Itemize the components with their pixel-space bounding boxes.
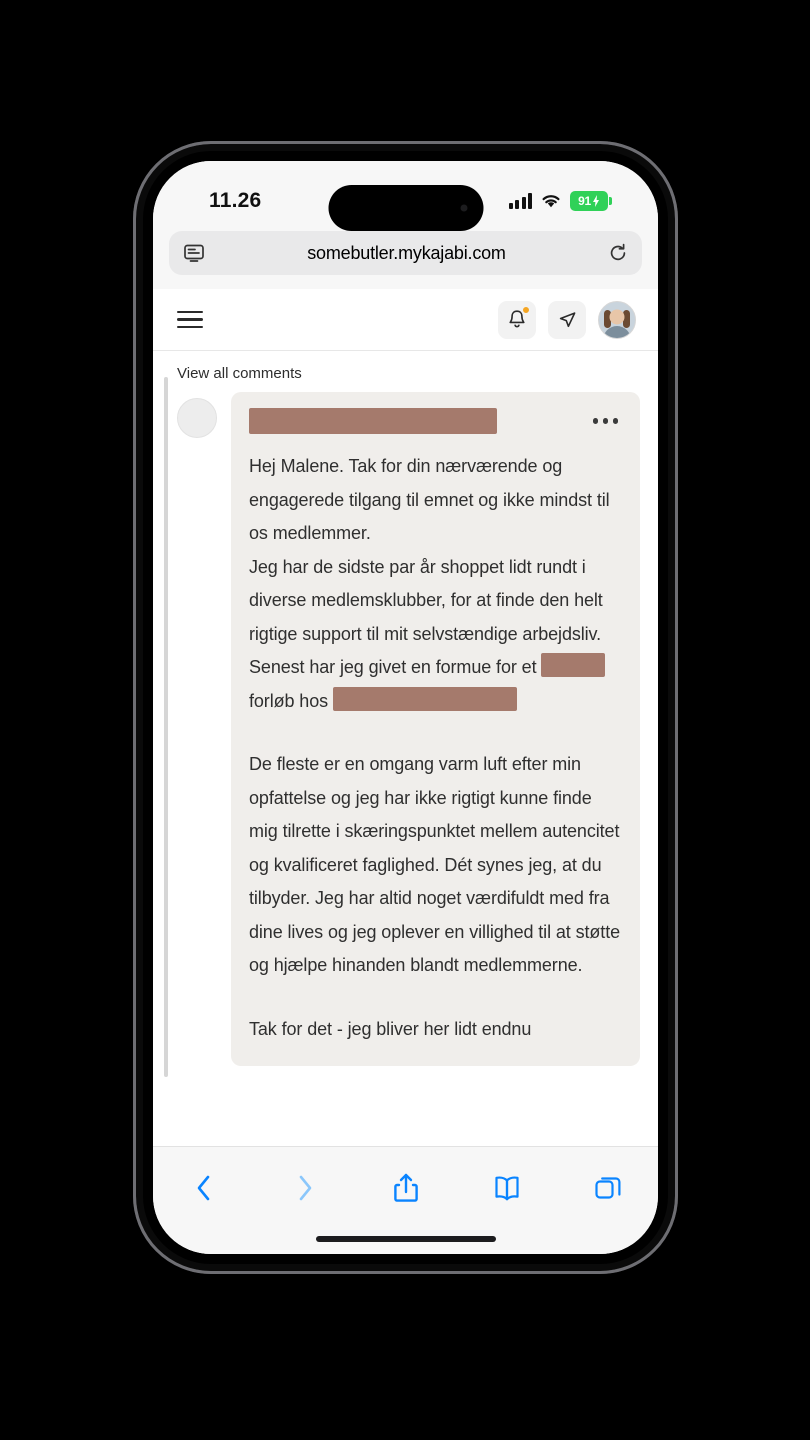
phone-frame <box>133 141 678 1274</box>
forward-button[interactable] <box>277 1165 333 1211</box>
back-button[interactable] <box>176 1165 232 1211</box>
address-bar[interactable] <box>169 231 642 275</box>
notifications-button[interactable] <box>498 301 536 339</box>
comment-paragraph-5: Tak for det - jeg bliver her lidt endnu <box>249 1018 532 1039</box>
browser-toolbar <box>153 1146 658 1254</box>
comment-paragraph-2 <box>249 551 622 719</box>
comment-item <box>153 392 658 1066</box>
scrollbar[interactable] <box>164 377 168 1077</box>
hamburger-menu-icon[interactable] <box>177 306 203 333</box>
status-bar <box>153 161 658 231</box>
avatar-face <box>610 310 625 325</box>
reload-icon[interactable] <box>608 243 628 263</box>
comment-header <box>249 408 622 434</box>
phone-screen <box>153 161 658 1254</box>
redacted-provider-name <box>333 687 517 711</box>
redacted-program-name <box>541 653 605 677</box>
notification-badge-dot <box>521 305 531 315</box>
browser-url-bar-container <box>153 231 658 289</box>
comment-paragraph-3-text: forløb hos <box>249 690 333 711</box>
comment-paragraph-4: De fleste er en omgang varm luft efter min opfattelse og jeg har ikke rigtigt kunne finde mig tilrette i skæringspunktet mellem autencitet og kvalificeret faglighed. Dét synes jeg, at du tilbyder. Jeg har altid noget værdifuldt med fra dine lives og jeg oplever en villighed til at støtte og hjælpe hinanden blandt medlemmerne. <box>249 754 621 975</box>
comment-bubble <box>231 392 640 1066</box>
comment-paragraph-1: Hej Malene. Tak for din nærværende og engagerede tilgang til emnet og ikke mindst til os medlemmer. <box>249 456 610 543</box>
avatar[interactable] <box>598 301 636 339</box>
tabs-button[interactable] <box>580 1165 636 1211</box>
view-all-comments-link[interactable]: View all comments <box>177 365 302 382</box>
status-time: 11.26 <box>209 189 262 212</box>
home-indicator[interactable] <box>316 1236 496 1242</box>
share-button[interactable] <box>378 1165 434 1211</box>
front-camera-icon <box>460 205 467 212</box>
messages-button[interactable] <box>548 301 586 339</box>
dynamic-island <box>328 185 483 231</box>
cellular-bars-icon <box>509 193 533 209</box>
page-content <box>153 351 658 1126</box>
comment-author-name-redacted <box>249 408 497 434</box>
more-options-icon[interactable] <box>589 412 623 430</box>
wifi-icon <box>540 193 562 209</box>
status-icons <box>509 191 609 211</box>
site-header <box>153 289 658 351</box>
battery-charging-icon <box>570 191 608 211</box>
header-actions <box>498 301 636 339</box>
battery-percent: 91 <box>578 194 591 208</box>
url-text[interactable]: somebutler.mykajabi.com <box>307 242 506 263</box>
comment-paragraph-2-text: Jeg har de sidste par år shoppet lidt rundt i diverse medlemsklubber, for at finde den helt rigtige support til mit selvstændige arbejdsliv. Senest har jeg givet en formue for et <box>249 556 603 677</box>
page-settings-icon[interactable] <box>183 243 205 263</box>
bookmarks-button[interactable] <box>479 1165 535 1211</box>
comment-author-avatar[interactable] <box>177 398 217 438</box>
